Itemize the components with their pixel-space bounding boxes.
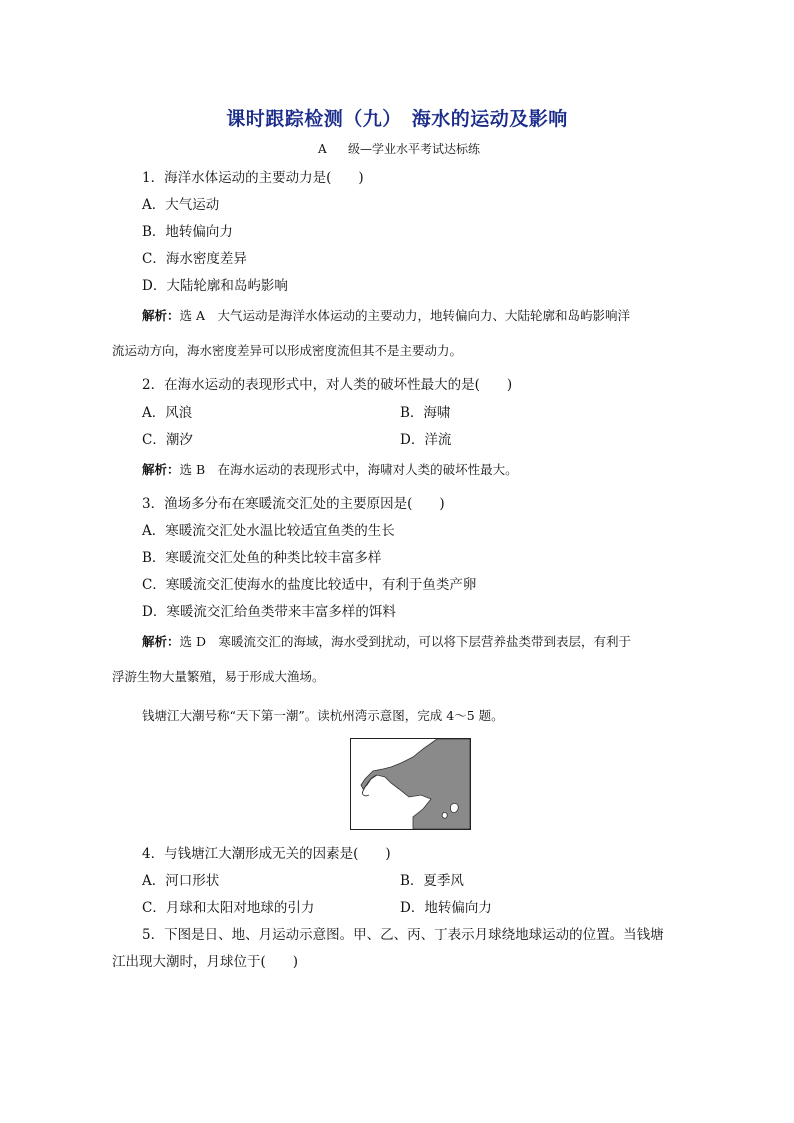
question-2-analysis bbox=[142, 460, 518, 478]
question-5-stem-line1: 5．下图是日、地、月运动示意图。甲、乙、丙、丁表示月球绕地球运动的位置。当钱塘 bbox=[142, 927, 664, 943]
question-5-stem-line2: 江出现大潮时，月球位于( ) bbox=[112, 954, 299, 970]
question-3-option-b: B．寒暖流交汇处鱼的种类比较丰富多样 bbox=[142, 550, 382, 566]
question-3-analysis-line2: 浮游生物大量繁殖，易于形成大渔场。 bbox=[112, 669, 325, 684]
question-4-option-c: C．月球和太阳对地球的引力 bbox=[142, 900, 315, 916]
hangzhou-bay-map bbox=[350, 738, 471, 830]
question-3-stem: 3．渔场多分布在寒暖流交汇处的主要原因是( ) bbox=[142, 496, 445, 512]
question-2-stem: 2．在海水运动的表现形式中，对人类的破坏性最大的是( ) bbox=[142, 377, 513, 393]
question-2-option-c: C．潮汐 bbox=[142, 432, 193, 448]
question-1-option-d: D．大陆轮廓和岛屿影响 bbox=[142, 278, 288, 294]
question-1-option-c: C．海水密度差异 bbox=[142, 251, 247, 267]
analysis-text: 选 D 寒暖流交汇的海域，海水受到扰动，可以将下层营养盐类带到表层，有利于 bbox=[179, 634, 632, 649]
page-title: 课时跟踪检测（九） 海水的运动及影响 bbox=[226, 108, 568, 130]
question-4-stem: 4．与钱塘江大潮形成无关的因素是( ) bbox=[142, 846, 391, 862]
analysis-text: 选 B 在海水运动的表现形式中，海啸对人类的破坏性最大。 bbox=[179, 462, 518, 477]
level-text: 级—学业水平考试达标练 bbox=[348, 142, 481, 156]
island bbox=[442, 812, 447, 818]
question-4-option-b: B．夏季风 bbox=[400, 873, 464, 889]
level-letter: A bbox=[318, 142, 327, 156]
bay-outline-svg bbox=[351, 739, 470, 829]
sea-area bbox=[361, 739, 470, 829]
question-3-option-c: C．寒暖流交汇使海水的盐度比较适中，有利于鱼类产卵 bbox=[142, 577, 477, 593]
question-2-option-a: A．风浪 bbox=[142, 405, 193, 421]
question-3-option-d: D．寒暖流交汇给鱼类带来丰富多样的饵料 bbox=[142, 604, 396, 620]
island bbox=[450, 803, 458, 812]
question-1-analysis-line2: 流运动方向，海水密度差异可以形成密度流但其不是主要动力。 bbox=[112, 343, 463, 358]
question-4-option-d: D．地转偏向力 bbox=[400, 900, 492, 916]
question-1-option-b: B．地转偏向力 bbox=[142, 224, 233, 240]
question-1-stem: 1．海洋水体运动的主要动力是( ) bbox=[142, 170, 364, 186]
question-2-option-b: B．海啸 bbox=[400, 405, 451, 421]
analysis-label: 解析： bbox=[142, 462, 180, 477]
question-2-option-d: D．洋流 bbox=[400, 432, 452, 448]
passage-intro: 钱塘江大潮号称“天下第一潮”。读杭州湾示意图，完成 4～5 题。 bbox=[142, 708, 504, 723]
question-4-option-a: A．河口形状 bbox=[142, 873, 220, 889]
analysis-label: 解析： bbox=[142, 634, 180, 649]
level-heading bbox=[318, 140, 480, 157]
question-3-analysis-line1 bbox=[142, 632, 631, 650]
question-1-analysis-line1 bbox=[142, 306, 630, 324]
question-3-option-a: A．寒暖流交汇处水温比较适宜鱼类的生长 bbox=[142, 523, 395, 539]
question-1-option-a: A．大气运动 bbox=[142, 197, 220, 213]
analysis-label: 解析： bbox=[142, 308, 180, 323]
analysis-text: 选 A 大气运动是海洋水体运动的主要动力，地转偏向力、大陆轮廓和岛屿影响洋 bbox=[179, 308, 631, 323]
